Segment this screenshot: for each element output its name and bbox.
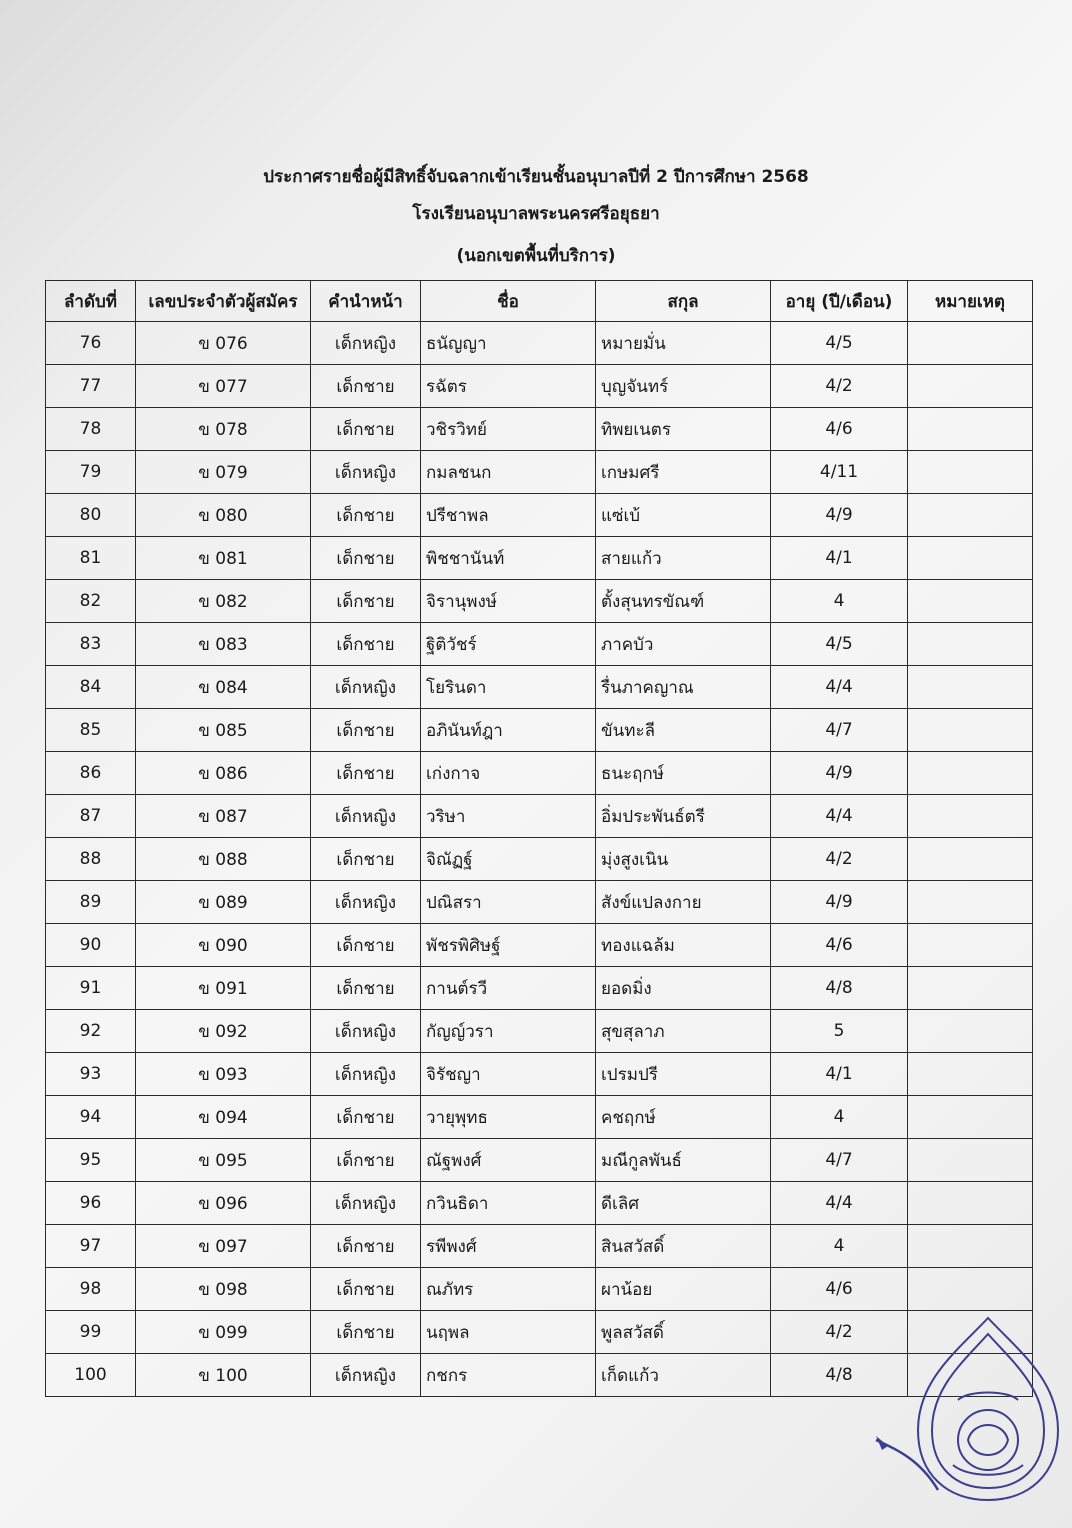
first-name-cell: นฤพล	[421, 1311, 596, 1354]
applicant-id-cell: ข 093	[136, 1053, 311, 1096]
age-cell: 4/2	[771, 1311, 908, 1354]
order-cell: 96	[46, 1182, 136, 1225]
table-row	[46, 795, 1033, 838]
prefix-cell: เด็กหญิง	[311, 1354, 421, 1397]
first-name-cell: พัชรพิศิษฐ์	[421, 924, 596, 967]
first-name-cell: เก่งกาจ	[421, 752, 596, 795]
age-cell: 4/7	[771, 709, 908, 752]
age-cell: 4/2	[771, 365, 908, 408]
prefix-cell: เด็กหญิง	[311, 322, 421, 365]
last-name-cell: มุ่งสูงเนิน	[596, 838, 771, 881]
announcement-title: ประกาศรายชื่อผู้มีสิทธิ์จับฉลากเข้าเรียนชั้นอนุบาลปีที่ 2 ปีการศึกษา 2568	[263, 167, 809, 187]
last-name-cell: ยอดมิ่ง	[596, 967, 771, 1010]
applicant-id-cell: ข 077	[136, 365, 311, 408]
last-name-cell: ดีเลิศ	[596, 1182, 771, 1225]
applicant-id-cell: ข 092	[136, 1010, 311, 1053]
first-name-cell: กวินธิดา	[421, 1182, 596, 1225]
remark-cell	[908, 1010, 1033, 1053]
remark-cell	[908, 752, 1033, 795]
last-name-cell: มณีกูลพันธ์	[596, 1139, 771, 1182]
prefix-cell: เด็กชาย	[311, 408, 421, 451]
age-cell: 4/1	[771, 1053, 908, 1096]
first-name-cell: ณภัทร	[421, 1268, 596, 1311]
first-name-cell: กานต์รวี	[421, 967, 596, 1010]
last-name-cell: รื่นภาคญาณ	[596, 666, 771, 709]
applicant-id-cell: ข 078	[136, 408, 311, 451]
prefix-cell: เด็กชาย	[311, 580, 421, 623]
remark-cell	[908, 1139, 1033, 1182]
remark-cell	[908, 537, 1033, 580]
applicant-table	[45, 280, 1033, 1397]
column-header: ชื่อ	[421, 281, 596, 322]
remark-cell	[908, 365, 1033, 408]
table-row	[46, 623, 1033, 666]
applicant-id-cell: ข 099	[136, 1311, 311, 1354]
first-name-cell: ฐิติวัชร์	[421, 623, 596, 666]
column-header: หมายเหตุ	[908, 281, 1033, 322]
first-name-cell: รฉัตร	[421, 365, 596, 408]
first-name-cell: ปรีชาพล	[421, 494, 596, 537]
prefix-cell: เด็กชาย	[311, 838, 421, 881]
prefix-cell: เด็กหญิง	[311, 1182, 421, 1225]
age-cell: 4/4	[771, 1182, 908, 1225]
table-row	[46, 666, 1033, 709]
first-name-cell: วายุพุทธ	[421, 1096, 596, 1139]
remark-cell	[908, 408, 1033, 451]
last-name-cell: บุญจันทร์	[596, 365, 771, 408]
table-row	[46, 1010, 1033, 1053]
prefix-cell: เด็กชาย	[311, 365, 421, 408]
prefix-cell: เด็กชาย	[311, 494, 421, 537]
age-cell: 4/5	[771, 322, 908, 365]
last-name-cell: เก็ดแก้ว	[596, 1354, 771, 1397]
order-cell: 76	[46, 322, 136, 365]
applicant-id-cell: ข 098	[136, 1268, 311, 1311]
applicant-id-cell: ข 089	[136, 881, 311, 924]
last-name-cell: อิ่มประพันธ์ตรี	[596, 795, 771, 838]
first-name-cell: โยรินดา	[421, 666, 596, 709]
applicant-id-cell: ข 097	[136, 1225, 311, 1268]
order-cell: 98	[46, 1268, 136, 1311]
remark-cell	[908, 881, 1033, 924]
prefix-cell: เด็กหญิง	[311, 666, 421, 709]
last-name-cell: ภาคบัว	[596, 623, 771, 666]
age-cell: 4/6	[771, 924, 908, 967]
order-cell: 80	[46, 494, 136, 537]
age-cell: 4/9	[771, 752, 908, 795]
remark-cell	[908, 322, 1033, 365]
last-name-cell: สายแก้ว	[596, 537, 771, 580]
first-name-cell: จิณัฏฐ์	[421, 838, 596, 881]
last-name-cell: หมายมั่น	[596, 322, 771, 365]
age-cell: 4/2	[771, 838, 908, 881]
table-row	[46, 752, 1033, 795]
last-name-cell: สินสวัสดิ์	[596, 1225, 771, 1268]
prefix-cell: เด็กชาย	[311, 1225, 421, 1268]
table-row	[46, 1139, 1033, 1182]
order-cell: 81	[46, 537, 136, 580]
age-cell: 4/7	[771, 1139, 908, 1182]
age-cell: 4/11	[771, 451, 908, 494]
table-row	[46, 838, 1033, 881]
applicant-id-cell: ข 083	[136, 623, 311, 666]
applicant-id-cell: ข 088	[136, 838, 311, 881]
applicant-id-cell: ข 085	[136, 709, 311, 752]
remark-cell	[908, 967, 1033, 1010]
remark-cell	[908, 709, 1033, 752]
applicant-id-cell: ข 094	[136, 1096, 311, 1139]
order-cell: 78	[46, 408, 136, 451]
prefix-cell: เด็กชาย	[311, 709, 421, 752]
age-cell: 5	[771, 1010, 908, 1053]
school-seal-stamp	[868, 1300, 1072, 1528]
age-cell: 4/1	[771, 537, 908, 580]
last-name-cell: ทองแฉล้ม	[596, 924, 771, 967]
age-cell: 4/8	[771, 1354, 908, 1397]
column-header: เลขประจำตัวผู้สมัคร	[136, 281, 311, 322]
remark-cell	[908, 494, 1033, 537]
last-name-cell: สังข์แปลงกาย	[596, 881, 771, 924]
last-name-cell: พูลสวัสดิ์	[596, 1311, 771, 1354]
column-header: อายุ (ปี/เดือน)	[771, 281, 908, 322]
prefix-cell: เด็กหญิง	[311, 451, 421, 494]
first-name-cell: ปณิสรา	[421, 881, 596, 924]
table-row	[46, 967, 1033, 1010]
age-cell: 4/6	[771, 1268, 908, 1311]
applicant-id-cell: ข 091	[136, 967, 311, 1010]
table-row	[46, 580, 1033, 623]
last-name-cell: ผาน้อย	[596, 1268, 771, 1311]
order-cell: 90	[46, 924, 136, 967]
age-cell: 4	[771, 580, 908, 623]
table-row	[46, 365, 1033, 408]
remark-cell	[908, 666, 1033, 709]
last-name-cell: ขันทะลี	[596, 709, 771, 752]
last-name-cell: ตั้งสุนทรขัณฑ์	[596, 580, 771, 623]
applicant-id-cell: ข 086	[136, 752, 311, 795]
prefix-cell: เด็กชาย	[311, 1311, 421, 1354]
remark-cell	[908, 580, 1033, 623]
prefix-cell: เด็กชาย	[311, 924, 421, 967]
applicant-id-cell: ข 090	[136, 924, 311, 967]
age-cell: 4/8	[771, 967, 908, 1010]
applicant-id-cell: ข 079	[136, 451, 311, 494]
order-cell: 82	[46, 580, 136, 623]
first-name-cell: จิรัชญา	[421, 1053, 596, 1096]
age-cell: 4	[771, 1096, 908, 1139]
column-header: สกุล	[596, 281, 771, 322]
first-name-cell: พิชชานันท์	[421, 537, 596, 580]
order-cell: 100	[46, 1354, 136, 1397]
applicant-id-cell: ข 076	[136, 322, 311, 365]
column-header: ลำดับที่	[46, 281, 136, 322]
order-cell: 92	[46, 1010, 136, 1053]
age-cell: 4/9	[771, 494, 908, 537]
last-name-cell: ธนะฤกษ์	[596, 752, 771, 795]
school-name: โรงเรียนอนุบาลพระนครศรีอยุธยา	[412, 204, 660, 224]
age-cell: 4/4	[771, 795, 908, 838]
prefix-cell: เด็กหญิง	[311, 1010, 421, 1053]
table-row	[46, 924, 1033, 967]
applicant-id-cell: ข 095	[136, 1139, 311, 1182]
remark-cell	[908, 1182, 1033, 1225]
prefix-cell: เด็กชาย	[311, 537, 421, 580]
order-cell: 86	[46, 752, 136, 795]
first-name-cell: ธนัญญา	[421, 322, 596, 365]
applicant-id-cell: ข 081	[136, 537, 311, 580]
age-cell: 4/4	[771, 666, 908, 709]
first-name-cell: วริษา	[421, 795, 596, 838]
prefix-cell: เด็กหญิง	[311, 881, 421, 924]
table-row	[46, 881, 1033, 924]
first-name-cell: กมลชนก	[421, 451, 596, 494]
order-cell: 84	[46, 666, 136, 709]
order-cell: 83	[46, 623, 136, 666]
prefix-cell: เด็กชาย	[311, 967, 421, 1010]
age-cell: 4/9	[771, 881, 908, 924]
remark-cell	[908, 1225, 1033, 1268]
prefix-cell: เด็กชาย	[311, 752, 421, 795]
first-name-cell: รพีพงศ์	[421, 1225, 596, 1268]
applicant-id-cell: ข 080	[136, 494, 311, 537]
order-cell: 97	[46, 1225, 136, 1268]
table-row	[46, 709, 1033, 752]
table-header-row	[46, 281, 1033, 322]
first-name-cell: อภินันท์ฎา	[421, 709, 596, 752]
order-cell: 79	[46, 451, 136, 494]
first-name-cell: กชกร	[421, 1354, 596, 1397]
prefix-cell: เด็กชาย	[311, 1268, 421, 1311]
table-row	[46, 1225, 1033, 1268]
age-cell: 4/5	[771, 623, 908, 666]
remark-cell	[908, 924, 1033, 967]
applicant-id-cell: ข 084	[136, 666, 311, 709]
area-subtitle: (นอกเขตพื้นที่บริการ)	[456, 246, 616, 266]
table-row	[46, 408, 1033, 451]
table-row	[46, 322, 1033, 365]
prefix-cell: เด็กชาย	[311, 623, 421, 666]
order-cell: 85	[46, 709, 136, 752]
applicant-id-cell: ข 082	[136, 580, 311, 623]
last-name-cell: เกษมศรี	[596, 451, 771, 494]
remark-cell	[908, 451, 1033, 494]
prefix-cell: เด็กหญิง	[311, 795, 421, 838]
table-row	[46, 537, 1033, 580]
last-name-cell: ทิพยเนตร	[596, 408, 771, 451]
table-row	[46, 1053, 1033, 1096]
first-name-cell: วชิรวิทย์	[421, 408, 596, 451]
first-name-cell: ณัฐพงศ์	[421, 1139, 596, 1182]
table-row	[46, 1182, 1033, 1225]
last-name-cell: สุขสุลาภ	[596, 1010, 771, 1053]
last-name-cell: เปรมปรี	[596, 1053, 771, 1096]
age-cell: 4	[771, 1225, 908, 1268]
applicant-id-cell: ข 087	[136, 795, 311, 838]
order-cell: 89	[46, 881, 136, 924]
first-name-cell: กัญญ์วรา	[421, 1010, 596, 1053]
table-row	[46, 451, 1033, 494]
prefix-cell: เด็กชาย	[311, 1096, 421, 1139]
order-cell: 94	[46, 1096, 136, 1139]
order-cell: 87	[46, 795, 136, 838]
order-cell: 93	[46, 1053, 136, 1096]
last-name-cell: คชฤกษ์	[596, 1096, 771, 1139]
last-name-cell: แซ่เบ้	[596, 494, 771, 537]
remark-cell	[908, 795, 1033, 838]
table-row	[46, 1096, 1033, 1139]
prefix-cell: เด็กหญิง	[311, 1053, 421, 1096]
column-header: คำนำหน้า	[311, 281, 421, 322]
remark-cell	[908, 1053, 1033, 1096]
table-row	[46, 494, 1033, 537]
age-cell: 4/6	[771, 408, 908, 451]
applicant-id-cell: ข 100	[136, 1354, 311, 1397]
remark-cell	[908, 1096, 1033, 1139]
order-cell: 91	[46, 967, 136, 1010]
prefix-cell: เด็กชาย	[311, 1139, 421, 1182]
applicant-id-cell: ข 096	[136, 1182, 311, 1225]
remark-cell	[908, 623, 1033, 666]
remark-cell	[908, 838, 1033, 881]
order-cell: 95	[46, 1139, 136, 1182]
order-cell: 88	[46, 838, 136, 881]
first-name-cell: จิรานุพงษ์	[421, 580, 596, 623]
order-cell: 99	[46, 1311, 136, 1354]
order-cell: 77	[46, 365, 136, 408]
